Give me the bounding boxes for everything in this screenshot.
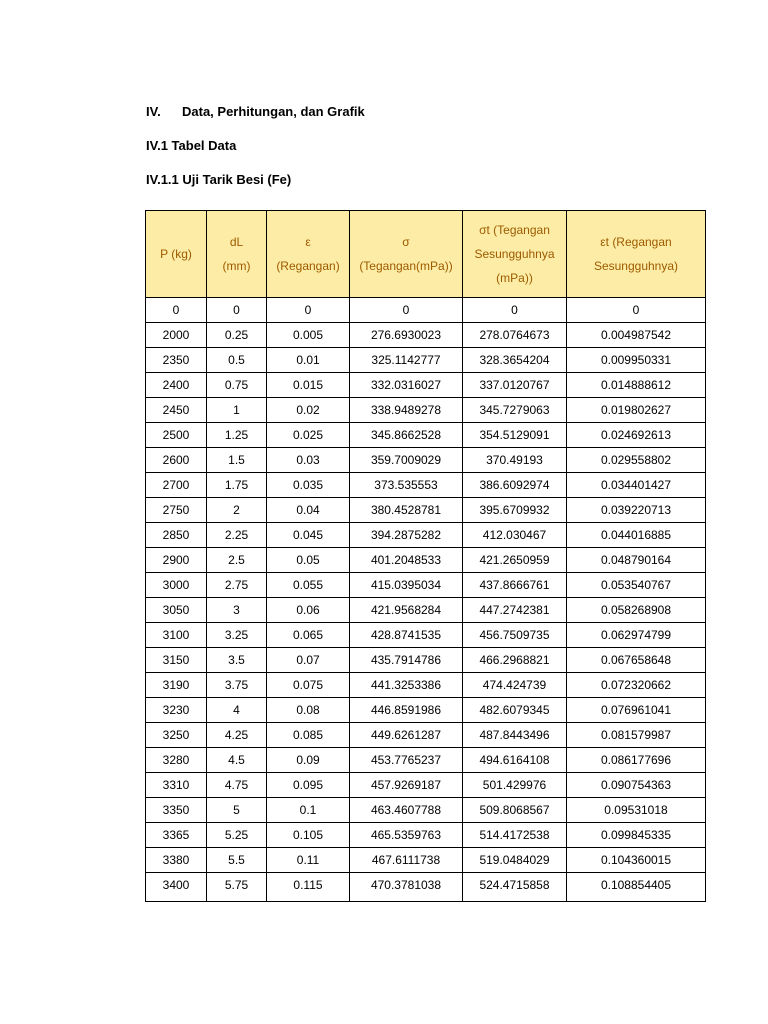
table-cell: 487.8443496: [463, 723, 567, 748]
table-cell: 0.004987542: [567, 323, 706, 348]
table-row: [146, 523, 706, 548]
table-cell: 441.3253386: [350, 673, 463, 698]
table-cell: 4.75: [207, 773, 267, 798]
table-cell: 3250: [146, 723, 207, 748]
table-cell: 1: [207, 398, 267, 423]
table-cell: 0.11: [267, 848, 350, 873]
table-cell: 474.424739: [463, 673, 567, 698]
table-cell: 3.25: [207, 623, 267, 648]
table-row: [146, 548, 706, 573]
table-cell: 2.5: [207, 548, 267, 573]
table-cell: 470.3781038: [350, 873, 463, 902]
table-cell: 519.0484029: [463, 848, 567, 873]
table-cell: 0.04: [267, 498, 350, 523]
table-cell: 2900: [146, 548, 207, 573]
table-cell: 0.024692613: [567, 423, 706, 448]
table-cell: 2750: [146, 498, 207, 523]
table-cell: 0.058268908: [567, 598, 706, 623]
table-cell: 0: [463, 298, 567, 323]
table-cell: 0.09531018: [567, 798, 706, 823]
table-cell: 2600: [146, 448, 207, 473]
table-cell: 5.75: [207, 873, 267, 902]
table-cell: 415.0395034: [350, 573, 463, 598]
table-cell: 0.009950331: [567, 348, 706, 373]
table-cell: 435.7914786: [350, 648, 463, 673]
table-cell: 5.5: [207, 848, 267, 873]
table-cell: 0.09: [267, 748, 350, 773]
column-header-line: εt (Regangan: [600, 235, 672, 249]
table-cell: 373.535553: [350, 473, 463, 498]
table-cell: 337.0120767: [463, 373, 567, 398]
table-cell: 0.055: [267, 573, 350, 598]
table-cell: 0.086177696: [567, 748, 706, 773]
table-row: [146, 498, 706, 523]
table-cell: 2400: [146, 373, 207, 398]
table-cell: 0.067658648: [567, 648, 706, 673]
table-row: [146, 348, 706, 373]
table-header: [146, 211, 706, 298]
table-cell: 524.4715858: [463, 873, 567, 902]
table-cell: 3380: [146, 848, 207, 873]
col-header-strain: [267, 211, 350, 298]
subsubsection-heading: IV.1.1 Uji Tarik Besi (Fe): [146, 172, 292, 187]
table-cell: 453.7765237: [350, 748, 463, 773]
table-cell: 2.75: [207, 573, 267, 598]
table-cell: 0.053540767: [567, 573, 706, 598]
table-cell: 0.072320662: [567, 673, 706, 698]
table-cell: 0.029558802: [567, 448, 706, 473]
table-cell: 0: [567, 298, 706, 323]
table-cell: 514.4172538: [463, 823, 567, 848]
table-cell: 3.75: [207, 673, 267, 698]
table-row: [146, 623, 706, 648]
table-cell: 421.9568284: [350, 598, 463, 623]
table-row: [146, 323, 706, 348]
table-cell: 0.104360015: [567, 848, 706, 873]
table-cell: 446.8591986: [350, 698, 463, 723]
table-cell: 0.105: [267, 823, 350, 848]
table-cell: 325.1142777: [350, 348, 463, 373]
header-row: [146, 211, 706, 298]
table-cell: 0: [207, 298, 267, 323]
table-row: [146, 473, 706, 498]
table-cell: 0.090754363: [567, 773, 706, 798]
table-cell: 0.099845335: [567, 823, 706, 848]
table-cell: 494.6164108: [463, 748, 567, 773]
data-table: [145, 210, 706, 902]
table-cell: 501.429976: [463, 773, 567, 798]
table-cell: 467.6111738: [350, 848, 463, 873]
table-cell: 437.8666761: [463, 573, 567, 598]
col-header-stress: [350, 211, 463, 298]
table-cell: 3: [207, 598, 267, 623]
table-row: [146, 823, 706, 848]
table-cell: 0.25: [207, 323, 267, 348]
table-cell: 1.5: [207, 448, 267, 473]
table-cell: 0.048790164: [567, 548, 706, 573]
table-cell: 465.5359763: [350, 823, 463, 848]
table-cell: 4: [207, 698, 267, 723]
column-header-line: σt (Tegangan: [479, 223, 550, 237]
table-cell: 456.7509735: [463, 623, 567, 648]
table-cell: 0.065: [267, 623, 350, 648]
table-row: [146, 798, 706, 823]
table-row: [146, 448, 706, 473]
col-header-true-strain: [567, 211, 706, 298]
table-row: [146, 673, 706, 698]
table-row: [146, 873, 706, 902]
table-row: [146, 698, 706, 723]
table-cell: 0.075: [267, 673, 350, 698]
table-cell: 3350: [146, 798, 207, 823]
table-row: [146, 573, 706, 598]
col-header-true-stress: [463, 211, 567, 298]
table-cell: 2450: [146, 398, 207, 423]
column-header-line: P (kg): [160, 247, 192, 261]
table-cell: 332.0316027: [350, 373, 463, 398]
table-cell: 449.6261287: [350, 723, 463, 748]
subsection-heading: IV.1 Tabel Data: [146, 138, 237, 153]
table-cell: 1.25: [207, 423, 267, 448]
table-cell: 0.044016885: [567, 523, 706, 548]
table-cell: 466.2968821: [463, 648, 567, 673]
table-cell: 0.005: [267, 323, 350, 348]
table-cell: 1.75: [207, 473, 267, 498]
column-header-line: ε: [305, 235, 311, 249]
table-cell: 3150: [146, 648, 207, 673]
section-heading: [146, 104, 365, 119]
table-cell: 0.07: [267, 648, 350, 673]
table-cell: 386.6092974: [463, 473, 567, 498]
table-cell: 3000: [146, 573, 207, 598]
column-header-line: Sesungguhnya: [474, 247, 555, 261]
table-cell: 0.08: [267, 698, 350, 723]
column-header-line: Sesungguhnya): [593, 259, 679, 273]
table-cell: 5: [207, 798, 267, 823]
table-row: [146, 423, 706, 448]
table-cell: 0.75: [207, 373, 267, 398]
table-row: [146, 848, 706, 873]
col-header-p: [146, 211, 207, 298]
column-header-line: dL: [229, 235, 244, 249]
col-header-dl: [207, 211, 267, 298]
table-row: [146, 398, 706, 423]
table-cell: 0.095: [267, 773, 350, 798]
table-cell: 3400: [146, 873, 207, 902]
table-cell: 328.3654204: [463, 348, 567, 373]
table-row: [146, 373, 706, 398]
table-cell: 421.2650959: [463, 548, 567, 573]
table-cell: 380.4528781: [350, 498, 463, 523]
table-cell: 3365: [146, 823, 207, 848]
table-cell: 3230: [146, 698, 207, 723]
column-header-line: (mPa)): [496, 271, 533, 285]
table-cell: 428.8741535: [350, 623, 463, 648]
table-cell: 0: [350, 298, 463, 323]
table-cell: 482.6079345: [463, 698, 567, 723]
table-cell: 2500: [146, 423, 207, 448]
table-cell: 394.2875282: [350, 523, 463, 548]
table-cell: 4.5: [207, 748, 267, 773]
table-cell: 0: [267, 298, 350, 323]
column-header-line: (Tegangan(mPa)): [359, 259, 453, 273]
table-cell: 0.05: [267, 548, 350, 573]
table-cell: 3.5: [207, 648, 267, 673]
table-cell: 2.25: [207, 523, 267, 548]
table-cell: 401.2048533: [350, 548, 463, 573]
table-cell: 0.1: [267, 798, 350, 823]
table-cell: 412.030467: [463, 523, 567, 548]
table-body: [146, 298, 706, 902]
table-cell: 447.2742381: [463, 598, 567, 623]
table-cell: 3280: [146, 748, 207, 773]
table-cell: 2700: [146, 473, 207, 498]
table-cell: 0.02: [267, 398, 350, 423]
column-header-line: σ: [402, 235, 410, 249]
table-cell: 276.6930023: [350, 323, 463, 348]
column-header-line: (Regangan): [276, 259, 340, 273]
column-header-line: (mm): [222, 259, 251, 273]
table-cell: 3050: [146, 598, 207, 623]
table-cell: 0.025: [267, 423, 350, 448]
table-cell: 0.014888612: [567, 373, 706, 398]
table-cell: 338.9489278: [350, 398, 463, 423]
table-cell: 3100: [146, 623, 207, 648]
table-cell: 2: [207, 498, 267, 523]
table-cell: 457.9269187: [350, 773, 463, 798]
table-cell: 0.035: [267, 473, 350, 498]
table-cell: 2350: [146, 348, 207, 373]
section-title: Data, Perhitungan, dan Grafik: [182, 104, 365, 119]
table-cell: 345.7279063: [463, 398, 567, 423]
table-row: [146, 748, 706, 773]
table-cell: 0.085: [267, 723, 350, 748]
table-cell: 0.034401427: [567, 473, 706, 498]
table-row: [146, 723, 706, 748]
table-cell: 0.108854405: [567, 873, 706, 902]
table-cell: 0.03: [267, 448, 350, 473]
table-cell: 0.115: [267, 873, 350, 902]
table-cell: 463.4607788: [350, 798, 463, 823]
table-cell: 2850: [146, 523, 207, 548]
table-cell: 0.081579987: [567, 723, 706, 748]
section-number: IV.: [146, 104, 161, 119]
table-cell: 0.019802627: [567, 398, 706, 423]
table-cell: 0.015: [267, 373, 350, 398]
table-row: [146, 648, 706, 673]
table-row: [146, 598, 706, 623]
table-cell: 0.039220713: [567, 498, 706, 523]
table-cell: 345.8662528: [350, 423, 463, 448]
table-cell: 0.045: [267, 523, 350, 548]
table-cell: 4.25: [207, 723, 267, 748]
table-row: [146, 298, 706, 323]
table-cell: 354.5129091: [463, 423, 567, 448]
table-cell: 395.6709932: [463, 498, 567, 523]
table-cell: 0.062974799: [567, 623, 706, 648]
table-cell: 0.076961041: [567, 698, 706, 723]
table-cell: 370.49193: [463, 448, 567, 473]
table-cell: 3190: [146, 673, 207, 698]
table-cell: 359.7009029: [350, 448, 463, 473]
table-cell: 3310: [146, 773, 207, 798]
table-cell: 2000: [146, 323, 207, 348]
table-cell: 5.25: [207, 823, 267, 848]
table-cell: 0: [146, 298, 207, 323]
table-cell: 278.0764673: [463, 323, 567, 348]
table-cell: 0.5: [207, 348, 267, 373]
table-cell: 0.01: [267, 348, 350, 373]
table-row: [146, 773, 706, 798]
table-cell: 0.06: [267, 598, 350, 623]
table-cell: 509.8068567: [463, 798, 567, 823]
